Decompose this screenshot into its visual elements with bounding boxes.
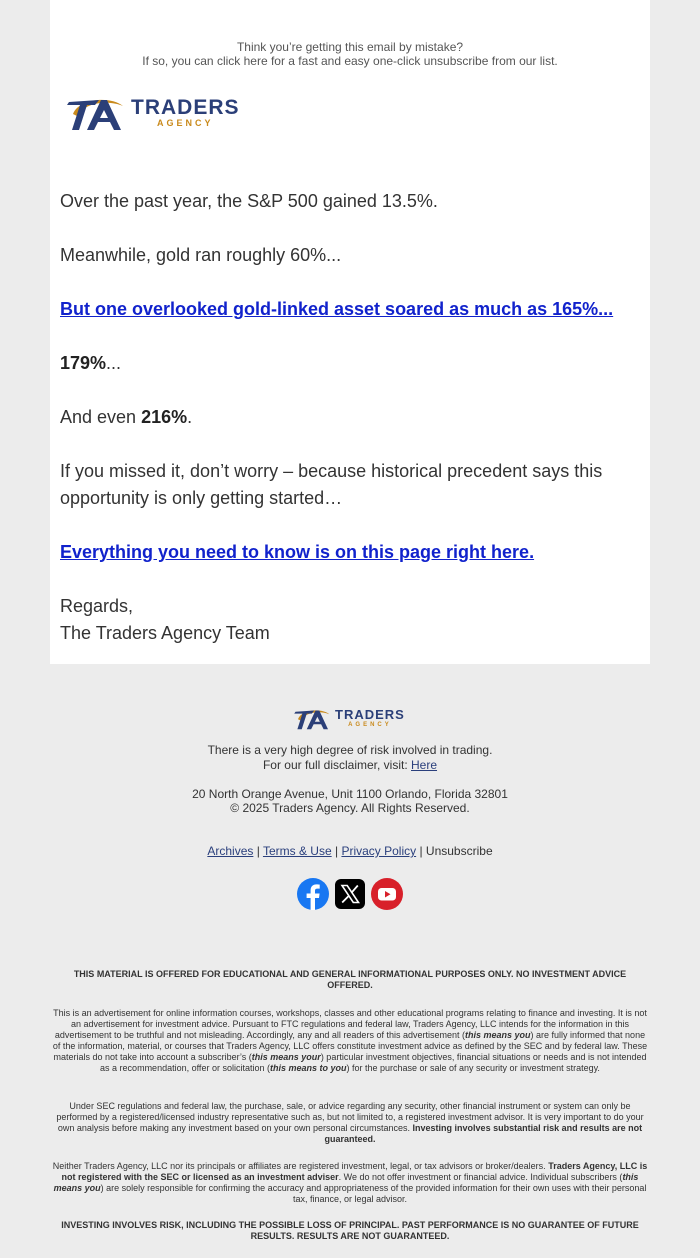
ta-logo-mark-icon bbox=[65, 90, 129, 134]
link-everything-here[interactable]: Everything you need to know is on this page right here. bbox=[60, 542, 535, 562]
youtube-icon bbox=[371, 878, 403, 910]
terms-link[interactable]: Terms & Use bbox=[262, 844, 332, 858]
youtube-button[interactable] bbox=[371, 878, 403, 910]
copyright: © 2025 Traders Agency. All Rights Reserved. bbox=[230, 801, 470, 815]
social-links bbox=[0, 878, 700, 910]
emphasis-text: this means you bbox=[53, 1172, 639, 1193]
legal-text: ) are fully informed that none of the information, material, or courses that Traders Agency, LLC offers constitute investment advice as defined by the SEC and by federal law. These materials do not take into account a subscriber’s ( bbox=[52, 1030, 648, 1062]
paragraph-missed-it: If you missed it, don’t worry – because historical precedent says this opportunity is only getting started… bbox=[60, 461, 603, 508]
emphasis-text: Traders Agency, LLC is not registered with the SEC or licensed as an investment adviser bbox=[61, 1161, 648, 1182]
traders-agency-logo[interactable] bbox=[65, 90, 240, 134]
legal-text: ) for the purchase or sale of any security or investment strategy. bbox=[346, 1063, 600, 1073]
legal-text: This is an advertisement for online information courses, workshops, classes and other educational programs relating to finance and investing. It is not an advertisement for investment advice. Pursuant to FTC regulations and federal law, Traders Agency, LLC intends for the information in this advertisement to be truthful and not misleading. Accordingly, any and all readers of this advertisement ( bbox=[53, 1008, 647, 1040]
paragraph-gold: Meanwhile, gold ran roughly 60%... bbox=[60, 245, 342, 265]
legal-paragraph-1 bbox=[52, 1008, 648, 1074]
footer-logo-wordmark bbox=[335, 708, 405, 728]
email-content-card bbox=[50, 0, 650, 664]
facebook-button[interactable] bbox=[297, 878, 329, 910]
disclaimer-prefix: For our full disclaimer, visit: bbox=[262, 758, 412, 772]
logo-wordmark bbox=[131, 97, 240, 128]
privacy-link[interactable]: Privacy Policy bbox=[341, 844, 417, 858]
legal-text: ) particular investment objectives, financial situations or needs and is not intended as a recommendation, offer or solicitation ( bbox=[100, 1052, 647, 1073]
ellipsis-text: ... bbox=[106, 353, 122, 373]
logo-sub: AGENCY bbox=[157, 117, 214, 128]
legal-paragraph-2 bbox=[52, 1101, 648, 1145]
separator: | bbox=[416, 844, 426, 858]
and-even-text: And even bbox=[60, 407, 142, 427]
logo-mark-text: TA bbox=[65, 90, 67, 91]
ta-footer-logo-mark-icon bbox=[293, 704, 333, 732]
archives-link[interactable]: Archives bbox=[207, 844, 254, 858]
link-overlooked-asset[interactable]: But one overlooked gold-linked asset soared as much as 165%... bbox=[60, 299, 614, 319]
preheader bbox=[50, 40, 650, 68]
paragraph-sp500: Over the past year, the S&P 500 gained 13.5%. bbox=[60, 191, 438, 211]
bold-179: 179% bbox=[60, 353, 107, 373]
emphasis-text: this means to you bbox=[269, 1063, 347, 1073]
footer-logo-name: TRADERS bbox=[335, 707, 405, 722]
disclaimer-here-link[interactable]: Here bbox=[411, 758, 438, 772]
bold-216: 216% bbox=[141, 407, 188, 427]
emphasis-text: Investing involves substantial risk and results are not guaranteed. bbox=[324, 1123, 643, 1144]
emphasis-text: this means you bbox=[464, 1030, 531, 1040]
paragraph-216 bbox=[60, 404, 640, 431]
separator: | bbox=[331, 844, 342, 858]
facebook-icon bbox=[297, 878, 329, 910]
legal-text: . We do not offer investment or financial advice. Individual subscribers ( bbox=[338, 1172, 623, 1182]
unsubscribe-prompt-link[interactable]: If so, you can click here for a fast and easy one-click unsubscribe from our list. bbox=[142, 54, 558, 68]
period-text: . bbox=[187, 407, 193, 427]
legal-text: Neither Traders Agency, LLC nor its principals or affiliates are registered investment, legal, or tax advisors or broker/dealers. bbox=[52, 1161, 549, 1171]
disclaimer-line bbox=[50, 758, 650, 772]
risk-statement: There is a very high degree of risk involved in trading. bbox=[207, 743, 493, 757]
footer-logo-sub: AGENCY bbox=[348, 722, 392, 728]
mailing-address: 20 North Orange Avenue, Unit 1100 Orlando, Florida 32801 bbox=[192, 787, 508, 801]
legal-final-warning: INVESTING INVOLVES RISK, INCLUDING THE POSSIBLE LOSS OF PRINCIPAL. PAST PERFORMANCE IS NO GUARANTEE OF FUTURE RESULTS. RESULTS ARE NOT GUARANTEED. bbox=[61, 1220, 639, 1241]
unsubscribe-link[interactable]: Unsubscribe bbox=[425, 844, 493, 858]
footer-logo[interactable] bbox=[293, 704, 405, 732]
preheader-question: Think you’re getting this email by mistake? bbox=[236, 40, 464, 54]
paragraph-179 bbox=[60, 350, 640, 377]
legal-text: Under SEC regulations and federal law, the purchase, sale, or advice regarding any security, other financial instrument or system can only be performed by a registered/licensed industry representative such as, but not limited to, a registered investment advisor. It is very important to do your own analysis before making any investment based on your own personal circumstances. bbox=[56, 1101, 644, 1133]
legal-text: ) are solely responsible for confirming the accuracy and appropriateness of the provided information for their own uses with their personal tax, finance, or legal advisor. bbox=[100, 1183, 647, 1204]
x-twitter-icon bbox=[334, 878, 366, 910]
logo-name: TRADERS bbox=[131, 95, 240, 119]
emphasis-text: this means your bbox=[251, 1052, 321, 1062]
footer-links bbox=[50, 844, 650, 858]
separator: | bbox=[253, 844, 263, 858]
legal-heading: THIS MATERIAL IS OFFERED FOR EDUCATIONAL AND GENERAL INFORMATIONAL PURPOSES ONLY. NO INVESTMENT ADVICE OFFERED. bbox=[73, 969, 627, 990]
signoff-team: The Traders Agency Team bbox=[60, 623, 270, 643]
x-button[interactable] bbox=[334, 878, 366, 910]
legal-paragraph-3 bbox=[52, 1161, 648, 1205]
signoff-regards: Regards, bbox=[60, 596, 134, 616]
